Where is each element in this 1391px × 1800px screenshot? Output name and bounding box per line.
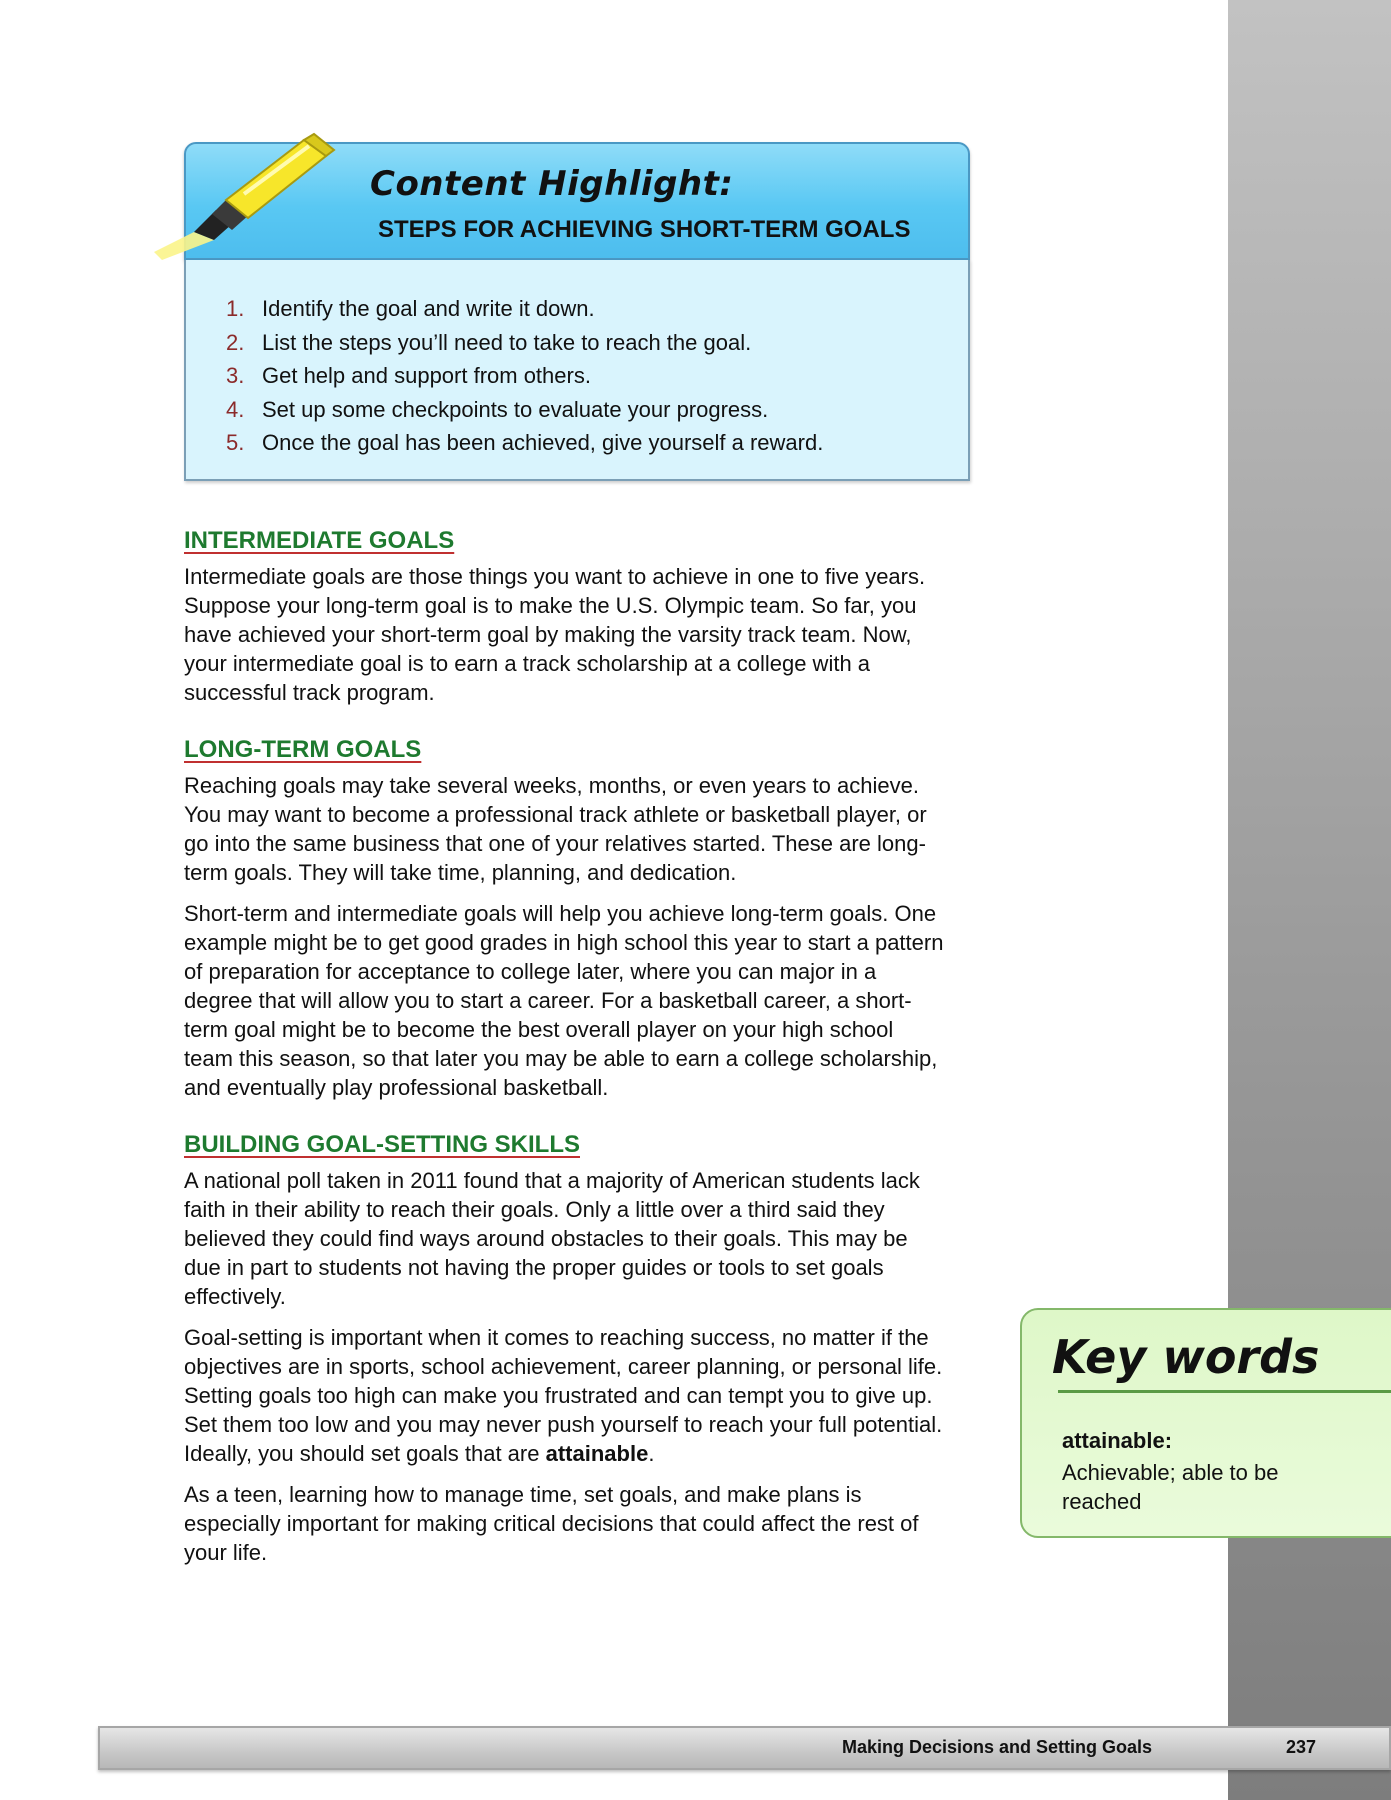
highlighter-marker-icon [154, 132, 364, 262]
list-item [220, 292, 823, 326]
paragraph: Reaching goals may take several weeks, months, or even years to achieve. You may want to become a professional track athlete or basketball player, or go into the same business that one of your relatives started. These are long-term goals. They will take time, planning, and dedication. [184, 773, 927, 885]
step-text: Get help and support from others. [262, 363, 591, 388]
page-footer [98, 1726, 1391, 1770]
list-item [220, 426, 823, 460]
bold-term-suffix: . [648, 1441, 655, 1466]
content-highlight-title: Content Highlight: [370, 164, 734, 204]
steps-list [220, 292, 823, 460]
main-content [184, 524, 946, 1579]
paragraph: As a teen, learning how to manage time, set goals, and make plans is especially important for making critical decisions that could affect the rest of your life. [184, 1482, 919, 1565]
section-heading-building-goal-setting-skills: BUILDING GOAL-SETTING SKILLS [184, 1131, 580, 1158]
key-words-box [1020, 1308, 1391, 1538]
key-words-title: Key words [1052, 1330, 1320, 1384]
step-text: Once the goal has been achieved, give yourself a reward. [262, 430, 824, 455]
list-item [220, 393, 823, 427]
section-heading-long-term-goals: LONG-TERM GOALS [184, 736, 422, 763]
step-number: 5. [226, 430, 245, 455]
key-words-divider [1058, 1390, 1391, 1393]
content-highlight-subtitle: STEPS FOR ACHIEVING SHORT-TERM GOALS [378, 216, 911, 243]
paragraph: Intermediate goals are those things you want to achieve in one to five years. Suppose your long-term goal is to make the U.S. Olympic team. So far, you have achieved your short-term goal by making the varsity track team. Now, your intermediate goal is to earn a track scholarship at a college with a successful track program. [184, 564, 926, 705]
list-item [220, 326, 823, 360]
paragraph: A national poll taken in 2011 found that a majority of American students lack faith in their ability to reach their goals. Only a little over a third said they believed they could find ways around obstacles to their goals. This may be due in part to students not having the proper guides or tools to set goals effectively. [184, 1168, 920, 1309]
page-number: 237 [1286, 1737, 1317, 1757]
step-number: 1. [226, 296, 245, 321]
bold-term: attainable [545, 1441, 649, 1466]
paragraph-text: Goal-setting is important when it comes to reaching success, no matter if the objectives are in sports, school achievement, career planning, or personal life. Setting goals too high can make you frustrated and can tempt you to give up. Set them too low and you may never push yourself to reach your full potential. Ideally, you should set goals that are [184, 1325, 943, 1466]
footer-title: Making Decisions and Setting Goals [842, 1737, 1153, 1757]
key-word-term: attainable: [1062, 1428, 1173, 1453]
step-number: 2. [226, 329, 245, 355]
step-text: Set up some checkpoints to evaluate your progress. [262, 396, 769, 422]
step-text: List the steps you’ll need to take to reach the goal. [262, 329, 752, 355]
content-highlight-box [184, 142, 970, 481]
step-number: 3. [226, 363, 245, 388]
paragraph [184, 1323, 946, 1468]
section-heading-intermediate-goals: INTERMEDIATE GOALS [184, 527, 455, 554]
list-item [220, 359, 823, 393]
step-text: Identify the goal and write it down. [262, 296, 595, 321]
key-word-definition: Achievable; able to be reached [1062, 1460, 1279, 1514]
paragraph: Short-term and intermediate goals will help you achieve long-term goals. One example might be to get good grades in high school this year to start a pattern of preparation for acceptance to college later, where you can major in a degree that will allow you to start a career. For a basketball career, a short-term goal might be to become the best overall player on your high school team this season, so that later you may be able to earn a college scholarship, and eventually play professional basketball. [184, 901, 944, 1100]
step-number: 4. [226, 396, 245, 422]
